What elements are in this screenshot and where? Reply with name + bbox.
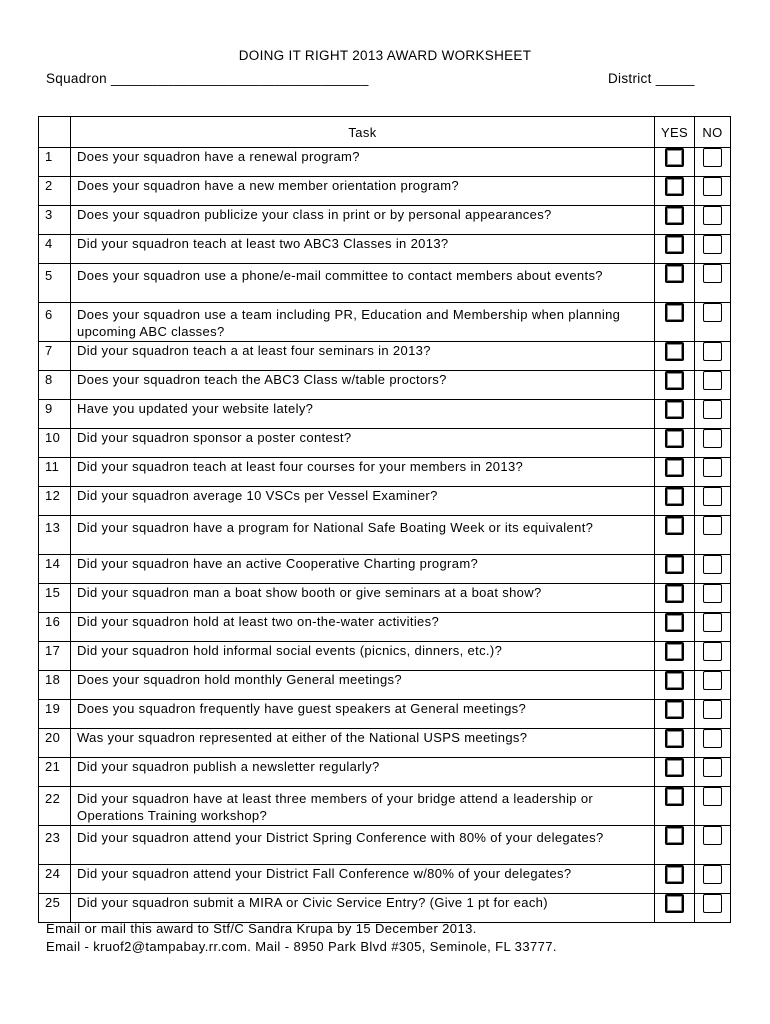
no-checkbox[interactable]	[703, 177, 722, 196]
table-row	[39, 458, 731, 487]
no-cell	[695, 429, 731, 458]
yes-checkbox[interactable]	[665, 303, 684, 322]
no-checkbox[interactable]	[703, 613, 722, 632]
table-row	[39, 235, 731, 264]
yes-checkbox[interactable]	[665, 206, 684, 225]
yes-cell	[655, 894, 695, 923]
yes-cell	[655, 264, 695, 303]
no-checkbox[interactable]	[703, 235, 722, 254]
yes-checkbox[interactable]	[665, 671, 684, 690]
yes-cell	[655, 206, 695, 235]
no-checkbox[interactable]	[703, 894, 722, 913]
no-cell	[695, 642, 731, 671]
footer-line-contact: Email - kruof2@tampabay.rr.com. Mail - 8950 Park Blvd #305, Seminole, FL 33777.	[46, 939, 557, 954]
yes-checkbox[interactable]	[665, 700, 684, 719]
row-number: 7	[39, 342, 71, 371]
no-checkbox[interactable]	[703, 729, 722, 748]
yes-checkbox[interactable]	[665, 894, 684, 913]
row-task: Did your squadron teach at least two ABC3 Classes in 2013?	[71, 235, 655, 264]
row-task: Did your squadron have an active Cooperative Charting program?	[71, 555, 655, 584]
row-task: Did your squadron attend your District Spring Conference with 80% of your delegates?	[71, 826, 655, 865]
no-checkbox[interactable]	[703, 758, 722, 777]
yes-checkbox[interactable]	[665, 865, 684, 884]
yes-cell	[655, 613, 695, 642]
row-number: 9	[39, 400, 71, 429]
row-number: 6	[39, 303, 71, 342]
row-number: 8	[39, 371, 71, 400]
row-task: Did your squadron attend your District Fall Conference w/80% of your delegates?	[71, 865, 655, 894]
no-cell	[695, 303, 731, 342]
table-row	[39, 429, 731, 458]
no-cell	[695, 458, 731, 487]
no-cell	[695, 487, 731, 516]
yes-cell	[655, 758, 695, 787]
table-row	[39, 177, 731, 206]
no-cell	[695, 865, 731, 894]
row-number: 12	[39, 487, 71, 516]
no-checkbox[interactable]	[703, 787, 722, 806]
row-number: 25	[39, 894, 71, 923]
squadron-field: Squadron _________________________________	[46, 71, 369, 86]
yes-checkbox[interactable]	[665, 584, 684, 603]
row-task: Did your squadron hold informal social events (picnics, dinners, etc.)?	[71, 642, 655, 671]
row-number: 14	[39, 555, 71, 584]
row-task: Does your squadron use a team including PR, Education and Membership when planning upcoming ABC classes?	[71, 303, 655, 342]
row-number: 19	[39, 700, 71, 729]
row-task: Does your squadron hold monthly General meetings?	[71, 671, 655, 700]
yes-cell	[655, 371, 695, 400]
row-task: Did your squadron hold at least two on-the-water activities?	[71, 613, 655, 642]
table-row	[39, 516, 731, 555]
row-number: 10	[39, 429, 71, 458]
yes-cell	[655, 400, 695, 429]
no-checkbox[interactable]	[703, 826, 722, 845]
yes-checkbox[interactable]	[665, 613, 684, 632]
no-checkbox[interactable]	[703, 458, 722, 477]
row-number: 11	[39, 458, 71, 487]
table-row	[39, 371, 731, 400]
row-task: Did your squadron have a program for National Safe Boating Week or its equivalent?	[71, 516, 655, 555]
no-cell	[695, 342, 731, 371]
no-checkbox[interactable]	[703, 700, 722, 719]
yes-checkbox[interactable]	[665, 516, 684, 535]
yes-checkbox[interactable]	[665, 371, 684, 390]
row-task: Does your squadron teach the ABC3 Class w/table proctors?	[71, 371, 655, 400]
row-number: 17	[39, 642, 71, 671]
table-row	[39, 206, 731, 235]
row-number: 16	[39, 613, 71, 642]
row-task: Does your squadron have a renewal program?	[71, 148, 655, 177]
no-checkbox[interactable]	[703, 342, 722, 361]
no-checkbox[interactable]	[703, 206, 722, 225]
yes-checkbox[interactable]	[665, 642, 684, 661]
row-number: 20	[39, 729, 71, 758]
no-checkbox[interactable]	[703, 264, 722, 283]
row-task: Did your squadron man a boat show booth or give seminars at a boat show?	[71, 584, 655, 613]
yes-cell	[655, 177, 695, 206]
row-number: 1	[39, 148, 71, 177]
no-cell	[695, 826, 731, 865]
row-task: Did your squadron sponsor a poster contest?	[71, 429, 655, 458]
table-row	[39, 787, 731, 826]
no-cell	[695, 671, 731, 700]
row-number: 24	[39, 865, 71, 894]
table-row	[39, 700, 731, 729]
table-row	[39, 584, 731, 613]
yes-cell	[655, 729, 695, 758]
row-task: Have you updated your website lately?	[71, 400, 655, 429]
table-row	[39, 264, 731, 303]
row-task: Did your squadron have at least three members of your bridge attend a leadership or Operations Training workshop?	[71, 787, 655, 826]
yes-checkbox[interactable]	[665, 555, 684, 574]
yes-cell	[655, 516, 695, 555]
yes-checkbox[interactable]	[665, 429, 684, 448]
table-row	[39, 729, 731, 758]
row-task: Does you squadron frequently have guest speakers at General meetings?	[71, 700, 655, 729]
row-task: Did your squadron teach at least four courses for your members in 2013?	[71, 458, 655, 487]
yes-cell	[655, 865, 695, 894]
no-checkbox[interactable]	[703, 148, 722, 167]
yes-checkbox[interactable]	[665, 729, 684, 748]
yes-cell	[655, 303, 695, 342]
row-number: 3	[39, 206, 71, 235]
yes-checkbox[interactable]	[665, 342, 684, 361]
table-row	[39, 342, 731, 371]
no-cell	[695, 758, 731, 787]
yes-cell	[655, 555, 695, 584]
table-row	[39, 826, 731, 865]
yes-cell	[655, 642, 695, 671]
yes-cell	[655, 458, 695, 487]
row-task: Does your squadron have a new member orientation program?	[71, 177, 655, 206]
row-number: 22	[39, 787, 71, 826]
no-checkbox[interactable]	[703, 371, 722, 390]
district-field: District _____	[608, 71, 695, 86]
row-number: 21	[39, 758, 71, 787]
table-row	[39, 758, 731, 787]
table-row	[39, 671, 731, 700]
table-row	[39, 894, 731, 923]
row-number: 2	[39, 177, 71, 206]
row-number: 18	[39, 671, 71, 700]
no-cell	[695, 516, 731, 555]
header-yes: YES	[655, 117, 695, 148]
row-task: Does your squadron publicize your class in print or by personal appearances?	[71, 206, 655, 235]
row-task: Did your squadron average 10 VSCs per Vessel Examiner?	[71, 487, 655, 516]
no-cell	[695, 235, 731, 264]
no-checkbox[interactable]	[703, 487, 722, 506]
header-no: NO	[695, 117, 731, 148]
yes-cell	[655, 826, 695, 865]
yes-cell	[655, 671, 695, 700]
row-number: 23	[39, 826, 71, 865]
table-row	[39, 613, 731, 642]
no-cell	[695, 148, 731, 177]
row-number: 13	[39, 516, 71, 555]
yes-cell	[655, 584, 695, 613]
no-cell	[695, 400, 731, 429]
row-task: Does your squadron use a phone/e-mail committee to contact members about events?	[71, 264, 655, 303]
yes-cell	[655, 342, 695, 371]
table-header-row	[39, 117, 731, 148]
no-checkbox[interactable]	[703, 584, 722, 603]
table-row	[39, 400, 731, 429]
no-cell	[695, 584, 731, 613]
no-cell	[695, 729, 731, 758]
yes-cell	[655, 787, 695, 826]
yes-cell	[655, 487, 695, 516]
table-row	[39, 148, 731, 177]
table-row	[39, 555, 731, 584]
yes-cell	[655, 429, 695, 458]
table-row	[39, 865, 731, 894]
row-task: Was your squadron represented at either of the National USPS meetings?	[71, 729, 655, 758]
no-checkbox[interactable]	[703, 516, 722, 535]
row-number: 5	[39, 264, 71, 303]
row-task: Did your squadron publish a newsletter regularly?	[71, 758, 655, 787]
header-task: Task	[71, 117, 655, 148]
yes-checkbox[interactable]	[665, 400, 684, 419]
task-table	[38, 116, 731, 923]
no-cell	[695, 555, 731, 584]
no-cell	[695, 206, 731, 235]
table-row	[39, 303, 731, 342]
row-number: 4	[39, 235, 71, 264]
row-task: Did your squadron submit a MIRA or Civic Service Entry? (Give 1 pt for each)	[71, 894, 655, 923]
yes-cell	[655, 148, 695, 177]
no-cell	[695, 613, 731, 642]
row-task: Did your squadron teach a at least four seminars in 2013?	[71, 342, 655, 371]
yes-cell	[655, 700, 695, 729]
yes-cell	[655, 235, 695, 264]
no-cell	[695, 894, 731, 923]
no-checkbox[interactable]	[703, 555, 722, 574]
yes-checkbox[interactable]	[665, 487, 684, 506]
no-checkbox[interactable]	[703, 400, 722, 419]
no-cell	[695, 177, 731, 206]
no-checkbox[interactable]	[703, 429, 722, 448]
worksheet-title: DOING IT RIGHT 2013 AWARD WORKSHEET	[238, 48, 532, 63]
no-cell	[695, 264, 731, 303]
row-number: 15	[39, 584, 71, 613]
table-row	[39, 487, 731, 516]
yes-checkbox[interactable]	[665, 177, 684, 196]
yes-checkbox[interactable]	[665, 148, 684, 167]
no-cell	[695, 787, 731, 826]
yes-checkbox[interactable]	[665, 787, 684, 806]
no-checkbox[interactable]	[703, 865, 722, 884]
yes-checkbox[interactable]	[665, 264, 684, 283]
no-checkbox[interactable]	[703, 671, 722, 690]
yes-checkbox[interactable]	[665, 458, 684, 477]
no-checkbox[interactable]	[703, 642, 722, 661]
no-cell	[695, 371, 731, 400]
header-num	[39, 117, 71, 148]
yes-checkbox[interactable]	[665, 758, 684, 777]
no-cell	[695, 700, 731, 729]
no-checkbox[interactable]	[703, 303, 722, 322]
yes-checkbox[interactable]	[665, 235, 684, 254]
table-row	[39, 642, 731, 671]
yes-checkbox[interactable]	[665, 826, 684, 845]
submission-instructions	[46, 920, 557, 956]
footer-line-mail: Email or mail this award to Stf/C Sandra Krupa by 15 December 2013.	[46, 921, 477, 936]
